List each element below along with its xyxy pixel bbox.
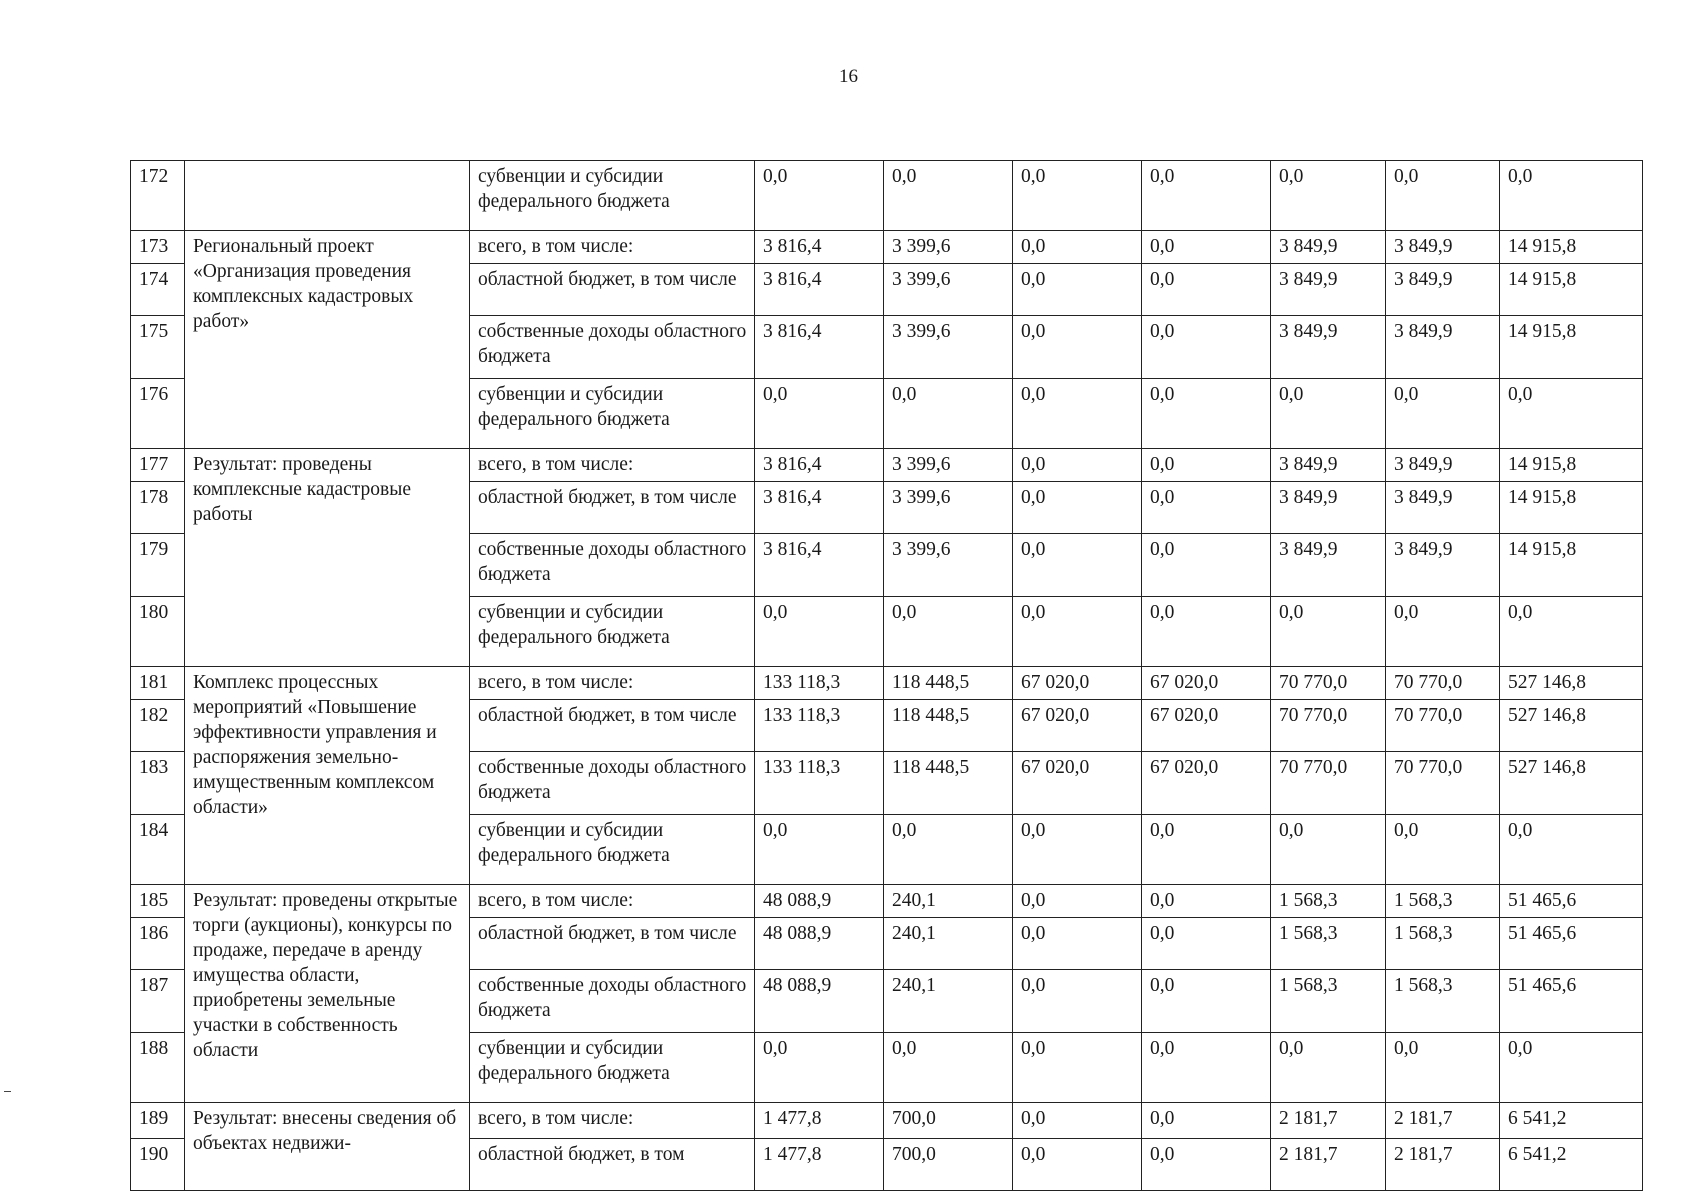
program-name: Региональный проект «Организация проведения комплексных кадастровых работ» bbox=[185, 231, 470, 449]
amount-cell: 0,0 bbox=[1013, 1033, 1142, 1103]
amount-cell: 3 399,6 bbox=[884, 482, 1013, 534]
amount-cell: 3 849,9 bbox=[1386, 482, 1500, 534]
amount-cell: 0,0 bbox=[1386, 161, 1500, 231]
amount-cell: 0,0 bbox=[1142, 161, 1271, 231]
table-row bbox=[131, 449, 1643, 482]
funding-source: областной бюджет, в том числе bbox=[470, 918, 755, 970]
amount-cell: 3 849,9 bbox=[1271, 316, 1386, 379]
funding-source: всего, в том числе: bbox=[470, 231, 755, 264]
amount-cell: 1 477,8 bbox=[755, 1139, 884, 1191]
row-number: 174 bbox=[131, 264, 185, 316]
amount-cell: 3 816,4 bbox=[755, 449, 884, 482]
amount-cell: 0,0 bbox=[1142, 815, 1271, 885]
table-row bbox=[131, 667, 1643, 700]
amount-cell: 1 568,3 bbox=[1271, 970, 1386, 1033]
amount-cell: 0,0 bbox=[884, 161, 1013, 231]
amount-cell: 0,0 bbox=[755, 161, 884, 231]
amount-cell: 1 477,8 bbox=[755, 1103, 884, 1139]
program-name: Результат: внесены сведения об объектах недвижи- bbox=[185, 1103, 470, 1191]
amount-cell: 0,0 bbox=[1013, 231, 1142, 264]
amount-cell: 0,0 bbox=[1142, 918, 1271, 970]
amount-cell: 0,0 bbox=[1013, 970, 1142, 1033]
amount-cell: 2 181,7 bbox=[1386, 1139, 1500, 1191]
amount-cell: 2 181,7 bbox=[1271, 1139, 1386, 1191]
amount-cell: 51 465,6 bbox=[1500, 970, 1643, 1033]
funding-source: субвенции и субсидии федерального бюджета bbox=[470, 379, 755, 449]
row-number: 175 bbox=[131, 316, 185, 379]
amount-cell: 6 541,2 bbox=[1500, 1139, 1643, 1191]
table-row bbox=[131, 231, 1643, 264]
amount-cell: 70 770,0 bbox=[1386, 700, 1500, 752]
amount-cell: 2 181,7 bbox=[1386, 1103, 1500, 1139]
amount-cell: 3 849,9 bbox=[1386, 231, 1500, 264]
amount-cell: 67 020,0 bbox=[1013, 667, 1142, 700]
amount-cell: 3 816,4 bbox=[755, 534, 884, 597]
funding-source: субвенции и субсидии федерального бюджета bbox=[470, 1033, 755, 1103]
amount-cell: 240,1 bbox=[884, 918, 1013, 970]
amount-cell: 700,0 bbox=[884, 1103, 1013, 1139]
amount-cell: 0,0 bbox=[1500, 597, 1643, 667]
amount-cell: 0,0 bbox=[1386, 379, 1500, 449]
row-number: 189 bbox=[131, 1103, 185, 1139]
amount-cell: 0,0 bbox=[1013, 815, 1142, 885]
amount-cell: 0,0 bbox=[884, 1033, 1013, 1103]
amount-cell: 118 448,5 bbox=[884, 752, 1013, 815]
amount-cell: 48 088,9 bbox=[755, 918, 884, 970]
margin-mark bbox=[4, 1091, 11, 1092]
row-number: 178 bbox=[131, 482, 185, 534]
amount-cell: 3 849,9 bbox=[1386, 316, 1500, 379]
amount-cell: 3 849,9 bbox=[1386, 449, 1500, 482]
amount-cell: 14 915,8 bbox=[1500, 534, 1643, 597]
funding-source: собственные доходы областного бюджета bbox=[470, 752, 755, 815]
amount-cell: 3 849,9 bbox=[1271, 231, 1386, 264]
amount-cell: 0,0 bbox=[1500, 1033, 1643, 1103]
amount-cell: 67 020,0 bbox=[1013, 700, 1142, 752]
amount-cell: 3 399,6 bbox=[884, 264, 1013, 316]
amount-cell: 3 849,9 bbox=[1271, 482, 1386, 534]
amount-cell: 3 849,9 bbox=[1271, 449, 1386, 482]
amount-cell: 0,0 bbox=[755, 597, 884, 667]
amount-cell: 0,0 bbox=[1142, 1103, 1271, 1139]
amount-cell: 0,0 bbox=[1142, 1139, 1271, 1191]
funding-source: областной бюджет, в том bbox=[470, 1139, 755, 1191]
amount-cell: 14 915,8 bbox=[1500, 482, 1643, 534]
amount-cell: 0,0 bbox=[1142, 316, 1271, 379]
amount-cell: 527 146,8 bbox=[1500, 667, 1643, 700]
row-number: 184 bbox=[131, 815, 185, 885]
row-number: 188 bbox=[131, 1033, 185, 1103]
funding-source: собственные доходы областного бюджета bbox=[470, 316, 755, 379]
amount-cell: 0,0 bbox=[1013, 1139, 1142, 1191]
amount-cell: 0,0 bbox=[1013, 918, 1142, 970]
budget-table bbox=[130, 160, 1643, 1191]
amount-cell: 70 770,0 bbox=[1386, 667, 1500, 700]
amount-cell: 0,0 bbox=[884, 379, 1013, 449]
row-number: 187 bbox=[131, 970, 185, 1033]
amount-cell: 0,0 bbox=[1271, 597, 1386, 667]
amount-cell: 1 568,3 bbox=[1271, 885, 1386, 918]
amount-cell: 3 816,4 bbox=[755, 316, 884, 379]
amount-cell: 48 088,9 bbox=[755, 885, 884, 918]
amount-cell: 2 181,7 bbox=[1271, 1103, 1386, 1139]
funding-source: областной бюджет, в том числе bbox=[470, 264, 755, 316]
amount-cell: 0,0 bbox=[1386, 1033, 1500, 1103]
amount-cell: 0,0 bbox=[1013, 449, 1142, 482]
amount-cell: 0,0 bbox=[1013, 597, 1142, 667]
funding-source: всего, в том числе: bbox=[470, 1103, 755, 1139]
funding-source: областной бюджет, в том числе bbox=[470, 482, 755, 534]
amount-cell: 3 816,4 bbox=[755, 264, 884, 316]
amount-cell: 70 770,0 bbox=[1271, 752, 1386, 815]
amount-cell: 3 849,9 bbox=[1271, 534, 1386, 597]
amount-cell: 67 020,0 bbox=[1142, 667, 1271, 700]
funding-source: собственные доходы областного бюджета bbox=[470, 970, 755, 1033]
amount-cell: 0,0 bbox=[1142, 970, 1271, 1033]
page-number: 16 bbox=[839, 66, 858, 87]
row-number: 176 bbox=[131, 379, 185, 449]
row-number: 179 bbox=[131, 534, 185, 597]
amount-cell: 0,0 bbox=[755, 379, 884, 449]
amount-cell: 0,0 bbox=[755, 815, 884, 885]
row-number: 183 bbox=[131, 752, 185, 815]
amount-cell: 0,0 bbox=[1142, 534, 1271, 597]
amount-cell: 0,0 bbox=[1013, 1103, 1142, 1139]
program-name: Комплекс процессных мероприятий «Повышение эффективности управления и распоряжения земельно-имущественным комплексом области» bbox=[185, 667, 470, 885]
amount-cell: 0,0 bbox=[1142, 231, 1271, 264]
amount-cell: 0,0 bbox=[884, 597, 1013, 667]
amount-cell: 3 816,4 bbox=[755, 231, 884, 264]
amount-cell: 3 399,6 bbox=[884, 449, 1013, 482]
amount-cell: 0,0 bbox=[1142, 597, 1271, 667]
amount-cell: 14 915,8 bbox=[1500, 316, 1643, 379]
amount-cell: 0,0 bbox=[1500, 161, 1643, 231]
row-number: 181 bbox=[131, 667, 185, 700]
row-number: 190 bbox=[131, 1139, 185, 1191]
funding-source: собственные доходы областного бюджета bbox=[470, 534, 755, 597]
amount-cell: 0,0 bbox=[1013, 885, 1142, 918]
table-row bbox=[131, 161, 1643, 231]
amount-cell: 240,1 bbox=[884, 970, 1013, 1033]
amount-cell: 0,0 bbox=[755, 1033, 884, 1103]
amount-cell: 14 915,8 bbox=[1500, 264, 1643, 316]
funding-source: областной бюджет, в том числе bbox=[470, 700, 755, 752]
amount-cell: 3 816,4 bbox=[755, 482, 884, 534]
row-number: 180 bbox=[131, 597, 185, 667]
table-row bbox=[131, 1103, 1643, 1139]
amount-cell: 3 849,9 bbox=[1271, 264, 1386, 316]
amount-cell: 0,0 bbox=[1386, 597, 1500, 667]
amount-cell: 48 088,9 bbox=[755, 970, 884, 1033]
funding-source: субвенции и субсидии федерального бюджета bbox=[470, 161, 755, 231]
amount-cell: 527 146,8 bbox=[1500, 700, 1643, 752]
amount-cell: 700,0 bbox=[884, 1139, 1013, 1191]
amount-cell: 0,0 bbox=[1142, 482, 1271, 534]
amount-cell: 0,0 bbox=[1271, 161, 1386, 231]
amount-cell: 0,0 bbox=[1013, 161, 1142, 231]
amount-cell: 0,0 bbox=[1142, 264, 1271, 316]
row-number: 182 bbox=[131, 700, 185, 752]
amount-cell: 70 770,0 bbox=[1271, 667, 1386, 700]
table-row bbox=[131, 885, 1643, 918]
row-number: 185 bbox=[131, 885, 185, 918]
row-number: 172 bbox=[131, 161, 185, 231]
amount-cell: 133 118,3 bbox=[755, 700, 884, 752]
amount-cell: 0,0 bbox=[1013, 316, 1142, 379]
amount-cell: 0,0 bbox=[1013, 379, 1142, 449]
amount-cell: 6 541,2 bbox=[1500, 1103, 1643, 1139]
amount-cell: 3 849,9 bbox=[1386, 534, 1500, 597]
amount-cell: 51 465,6 bbox=[1500, 885, 1643, 918]
amount-cell: 0,0 bbox=[1271, 1033, 1386, 1103]
amount-cell: 51 465,6 bbox=[1500, 918, 1643, 970]
amount-cell: 118 448,5 bbox=[884, 700, 1013, 752]
amount-cell: 0,0 bbox=[1013, 482, 1142, 534]
amount-cell: 133 118,3 bbox=[755, 752, 884, 815]
amount-cell: 0,0 bbox=[884, 815, 1013, 885]
amount-cell: 0,0 bbox=[1142, 449, 1271, 482]
amount-cell: 0,0 bbox=[1142, 885, 1271, 918]
amount-cell: 67 020,0 bbox=[1142, 700, 1271, 752]
amount-cell: 67 020,0 bbox=[1013, 752, 1142, 815]
funding-source: субвенции и субсидии федерального бюджета bbox=[470, 815, 755, 885]
row-number: 173 bbox=[131, 231, 185, 264]
amount-cell: 1 568,3 bbox=[1386, 885, 1500, 918]
amount-cell: 1 568,3 bbox=[1386, 918, 1500, 970]
amount-cell: 0,0 bbox=[1271, 379, 1386, 449]
funding-source: всего, в том числе: bbox=[470, 449, 755, 482]
amount-cell: 0,0 bbox=[1013, 264, 1142, 316]
program-name: Результат: проведены открытые торги (аукционы), конкурсы по продаже, передаче в аренду имущества области, приобретены земельные участки в собственность области bbox=[185, 885, 470, 1103]
amount-cell: 3 849,9 bbox=[1386, 264, 1500, 316]
funding-source: всего, в том числе: bbox=[470, 885, 755, 918]
amount-cell: 0,0 bbox=[1142, 1033, 1271, 1103]
funding-source: всего, в том числе: bbox=[470, 667, 755, 700]
amount-cell: 3 399,6 bbox=[884, 316, 1013, 379]
amount-cell: 527 146,8 bbox=[1500, 752, 1643, 815]
amount-cell: 3 399,6 bbox=[884, 534, 1013, 597]
amount-cell: 0,0 bbox=[1500, 815, 1643, 885]
amount-cell: 70 770,0 bbox=[1271, 700, 1386, 752]
amount-cell: 1 568,3 bbox=[1271, 918, 1386, 970]
amount-cell: 70 770,0 bbox=[1386, 752, 1500, 815]
amount-cell: 14 915,8 bbox=[1500, 449, 1643, 482]
amount-cell: 0,0 bbox=[1500, 379, 1643, 449]
amount-cell: 0,0 bbox=[1142, 379, 1271, 449]
amount-cell: 0,0 bbox=[1271, 815, 1386, 885]
program-name: Результат: проведены комплексные кадастровые работы bbox=[185, 449, 470, 667]
amount-cell: 67 020,0 bbox=[1142, 752, 1271, 815]
amount-cell: 118 448,5 bbox=[884, 667, 1013, 700]
amount-cell: 1 568,3 bbox=[1386, 970, 1500, 1033]
amount-cell: 0,0 bbox=[1386, 815, 1500, 885]
amount-cell: 240,1 bbox=[884, 885, 1013, 918]
amount-cell: 14 915,8 bbox=[1500, 231, 1643, 264]
funding-source: субвенции и субсидии федерального бюджета bbox=[470, 597, 755, 667]
amount-cell: 3 399,6 bbox=[884, 231, 1013, 264]
row-number: 186 bbox=[131, 918, 185, 970]
row-number: 177 bbox=[131, 449, 185, 482]
program-name bbox=[185, 161, 470, 231]
amount-cell: 0,0 bbox=[1013, 534, 1142, 597]
amount-cell: 133 118,3 bbox=[755, 667, 884, 700]
